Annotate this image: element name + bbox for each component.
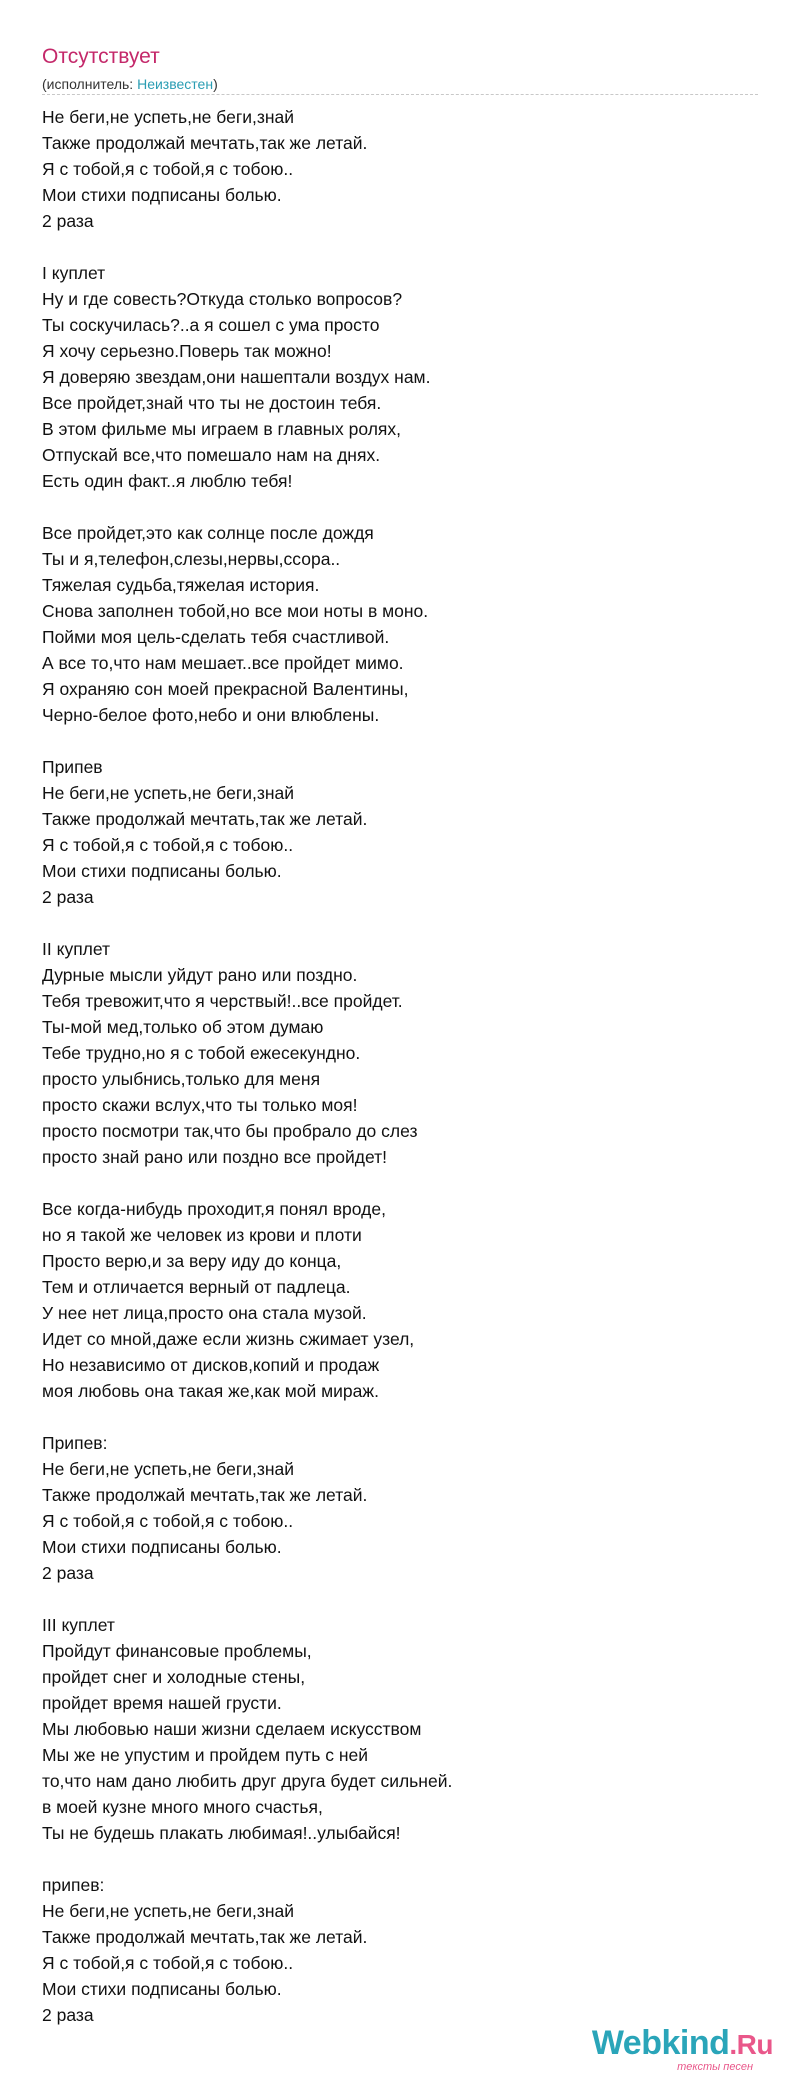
lyric-line: припев: xyxy=(42,1875,105,1895)
lyric-line: Все пройдет,это как солнце после дождя xyxy=(42,523,374,543)
header-divider xyxy=(42,94,758,95)
blank-line xyxy=(42,494,758,520)
song-header xyxy=(42,42,758,94)
lyric-line: Припев: xyxy=(42,1433,108,1453)
lyric-line: Я охраняю сон моей прекрасной Валентины, xyxy=(42,679,409,699)
lyric-line: I куплет xyxy=(42,263,106,283)
lyric-line: Тяжелая судьба,тяжелая история. xyxy=(42,575,320,595)
lyric-line: У нее нет лица,просто она стала музой. xyxy=(42,1303,367,1323)
lyric-line: 2 раза xyxy=(42,1563,94,1583)
blank-line xyxy=(42,910,758,936)
lyric-line: в моей кузне много много счастья, xyxy=(42,1797,323,1817)
lyric-line: 2 раза xyxy=(42,887,94,907)
lyric-line: III куплет xyxy=(42,1615,115,1635)
lyric-line: Не беги,не успеть,не беги,знай xyxy=(42,783,295,803)
blank-line xyxy=(42,1170,758,1196)
lyric-line: Также продолжай мечтать,так же летай. xyxy=(42,133,368,153)
blank-line xyxy=(42,234,758,260)
lyric-line: Не беги,не успеть,не беги,знай xyxy=(42,1459,295,1479)
lyric-line: Мои стихи подписаны болью. xyxy=(42,185,282,205)
lyric-line: Все пройдет,знай что ты не достоин тебя. xyxy=(42,393,382,413)
lyric-line: 2 раза xyxy=(42,2005,94,2025)
lyric-line: Дурные мысли уйдут рано или поздно. xyxy=(42,965,358,985)
lyric-line: Также продолжай мечтать,так же летай. xyxy=(42,809,368,829)
artist-suffix: ) xyxy=(213,76,218,92)
lyric-line: Тебе трудно,но я с тобой ежесекундно. xyxy=(42,1043,361,1063)
lyric-line: Я с тобой,я с тобой,я с тобою.. xyxy=(42,159,294,179)
lyric-line: пройдет время нашей грусти. xyxy=(42,1693,282,1713)
lyric-line: просто скажи вслух,что ты только моя! xyxy=(42,1095,358,1115)
lyric-line: Отпускай все,что помешало нам на днях. xyxy=(42,445,381,465)
lyric-line: Идет со мной,даже если жизнь сжимает узел, xyxy=(42,1329,415,1349)
site-logo[interactable] xyxy=(592,2026,773,2074)
lyrics-body xyxy=(42,104,758,2028)
blank-line xyxy=(42,1846,758,1872)
lyric-line: Мои стихи подписаны болью. xyxy=(42,1979,282,1999)
lyric-line: Припев xyxy=(42,757,103,777)
lyric-line: моя любовь она такая же,как мой мираж. xyxy=(42,1381,379,1401)
lyric-line: Черно-белое фото,небо и они влюблены. xyxy=(42,705,380,725)
lyric-line: Я с тобой,я с тобой,я с тобою.. xyxy=(42,835,294,855)
lyric-line: просто улыбнись,только для меня xyxy=(42,1069,321,1089)
artist-prefix: (исполнитель: xyxy=(42,76,138,92)
lyric-line: Мы же не упустим и пройдем путь с ней xyxy=(42,1745,368,1765)
lyric-line: но я такой же человек из крови и плоти xyxy=(42,1225,362,1245)
lyric-line: 2 раза xyxy=(42,211,94,231)
lyric-line: просто посмотри так,что бы пробрало до слез xyxy=(42,1121,418,1141)
lyric-line: Пройдут финансовые проблемы, xyxy=(42,1641,312,1661)
logo-tagline: тексты песен xyxy=(677,2061,753,2073)
lyric-line: Я доверяю звездам,они нашептали воздух нам. xyxy=(42,367,431,387)
blank-line xyxy=(42,1404,758,1430)
lyric-line: А все то,что нам мешает..все пройдет мимо. xyxy=(42,653,404,673)
logo-wordmark xyxy=(592,2026,773,2062)
lyric-line: Ты и я,телефон,слезы,нервы,ссора.. xyxy=(42,549,341,569)
logo-kind: kind xyxy=(661,2024,730,2062)
lyric-line: Мы любовью наши жизни сделаем искусством xyxy=(42,1719,422,1739)
artist-line xyxy=(42,74,758,94)
lyric-line: то,что нам дано любить друг друга будет сильней. xyxy=(42,1771,453,1791)
artist-link[interactable]: Неизвестен xyxy=(137,76,214,92)
lyric-line: Мои стихи подписаны болью. xyxy=(42,1537,282,1557)
lyric-line: Ну и где совесть?Откуда столько вопросов? xyxy=(42,289,403,309)
lyric-line: Также продолжай мечтать,так же летай. xyxy=(42,1927,368,1947)
lyric-line: Все когда-нибудь проходит,я понял вроде, xyxy=(42,1199,386,1219)
lyric-line: Тебя тревожит,что я черствый!..все пройдет. xyxy=(42,991,403,1011)
lyric-line: II куплет xyxy=(42,939,111,959)
lyric-line: Но независимо от дисков,копий и продаж xyxy=(42,1355,380,1375)
lyric-line: Ты соскучилась?..а я сошел с ума просто xyxy=(42,315,380,335)
blank-line xyxy=(42,1586,758,1612)
lyric-line: Также продолжай мечтать,так же летай. xyxy=(42,1485,368,1505)
lyric-line: пройдет снег и холодные стены, xyxy=(42,1667,306,1687)
lyric-line: Ты не будешь плакать любимая!..улыбайся! xyxy=(42,1823,401,1843)
lyric-line: Я с тобой,я с тобой,я с тобою.. xyxy=(42,1511,294,1531)
lyric-line: Не беги,не успеть,не беги,знай xyxy=(42,1901,295,1921)
lyric-line: В этом фильме мы играем в главных ролях, xyxy=(42,419,402,439)
lyric-line: Мои стихи подписаны болью. xyxy=(42,861,282,881)
lyric-line: Просто верю,и за веру иду до конца, xyxy=(42,1251,342,1271)
lyric-line: Я с тобой,я с тобой,я с тобою.. xyxy=(42,1953,294,1973)
lyric-line: Есть один факт..я люблю тебя! xyxy=(42,471,293,491)
lyric-line: Тем и отличается верный от падлеца. xyxy=(42,1277,351,1297)
lyric-line: Не беги,не успеть,не беги,знай xyxy=(42,107,295,127)
song-title: Отсутствует xyxy=(42,45,160,68)
lyric-line: Пойми моя цель-сделать тебя счастливой. xyxy=(42,627,390,647)
blank-line xyxy=(42,728,758,754)
lyric-line: Снова заполнен тобой,но все мои ноты в моно. xyxy=(42,601,429,621)
logo-ru: .Ru xyxy=(729,2029,773,2060)
logo-web: Web xyxy=(591,2024,662,2062)
lyric-line: Я хочу серьезно.Поверь так можно! xyxy=(42,341,332,361)
lyric-line: просто знай рано или поздно все пройдет! xyxy=(42,1147,388,1167)
lyric-line: Ты-мой мед,только об этом думаю xyxy=(42,1017,324,1037)
